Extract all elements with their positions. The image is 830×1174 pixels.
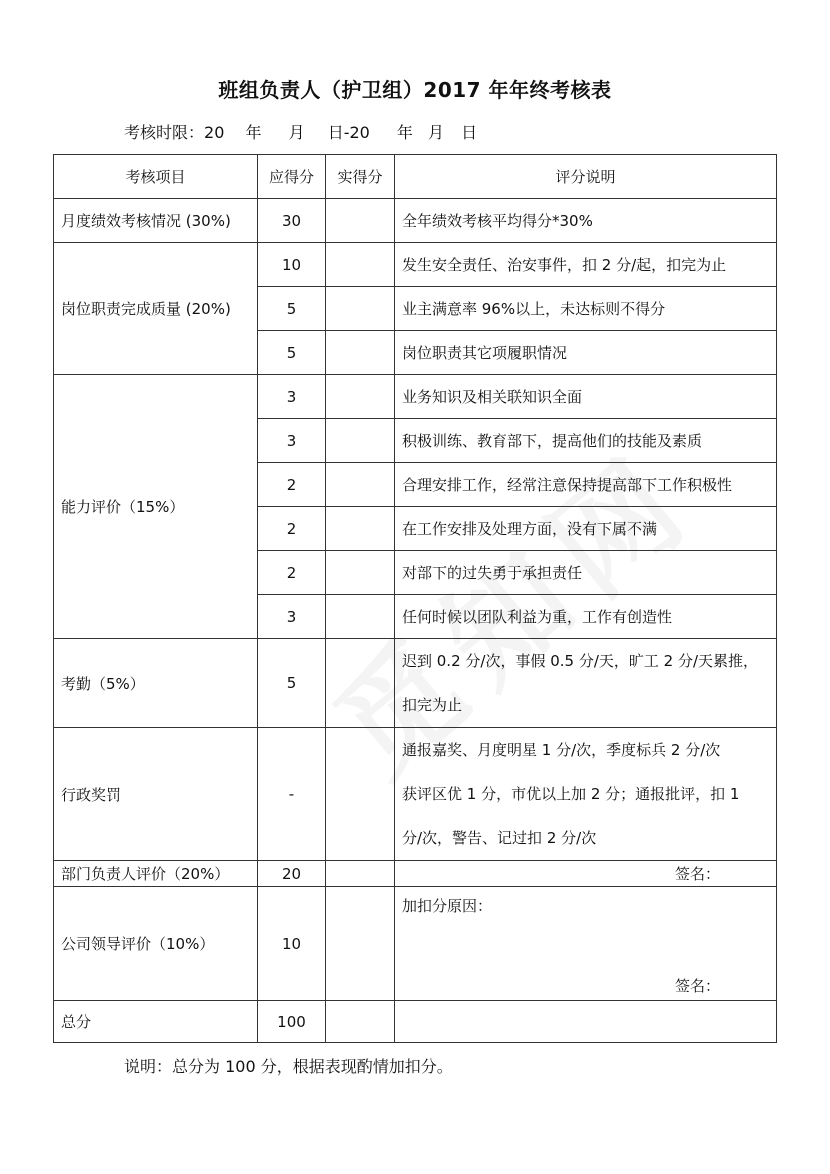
actual-score-cell[interactable]	[326, 199, 395, 243]
actual-score-cell[interactable]	[326, 639, 395, 728]
actual-score-cell[interactable]	[326, 728, 395, 861]
table-header-row	[54, 155, 777, 199]
score-ability-4: 2	[258, 507, 326, 551]
score-ability-1: 3	[258, 375, 326, 419]
score-company: 10	[258, 887, 326, 1001]
actual-score-cell[interactable]	[326, 861, 395, 887]
actual-score-cell[interactable]	[326, 1001, 395, 1043]
desc-ability-4: 在工作安排及处理方面，没有下属不满	[395, 507, 777, 551]
header-desc: 评分说明	[395, 155, 777, 199]
desc-admin-line2: 获评区优 1 分，市优以上加 2 分；通报批评，扣 1	[402, 785, 740, 803]
actual-score-cell[interactable]	[326, 243, 395, 287]
table-row	[54, 728, 777, 861]
item-admin: 行政奖罚	[54, 728, 258, 861]
period-month-char: 月	[288, 123, 305, 142]
actual-score-cell[interactable]	[326, 595, 395, 639]
header-score: 应得分	[258, 155, 326, 199]
item-total: 总分	[54, 1001, 258, 1043]
score-dept-head: 20	[258, 861, 326, 887]
period-end-day-char: 日	[461, 123, 478, 142]
desc-attendance	[395, 639, 777, 728]
score-ability-5: 2	[258, 551, 326, 595]
signature-dept-head[interactable]: 签名：	[395, 861, 777, 887]
item-dept-head: 部门负责人评价（20%）	[54, 861, 258, 887]
desc-admin	[395, 728, 777, 861]
signature-company: 签名：	[674, 977, 720, 995]
header-actual: 实得分	[326, 155, 395, 199]
table-row	[54, 639, 777, 728]
desc-ability-6: 任何时候以团队利益为重，工作有创造性	[395, 595, 777, 639]
desc-admin-line3: 分/次，警告、记过扣 2 分/次	[402, 829, 597, 847]
score-monthly: 30	[258, 199, 326, 243]
reason-label: 加扣分原因：	[402, 897, 493, 915]
table-row	[54, 887, 777, 1001]
score-ability-2: 3	[258, 419, 326, 463]
desc-admin-line1: 通报嘉奖、月度明星 1 分/次，季度标兵 2 分/次	[402, 741, 721, 759]
score-ability-6: 3	[258, 595, 326, 639]
actual-score-cell[interactable]	[326, 463, 395, 507]
desc-duty-2: 业主满意率 96%以上，未达标则不得分	[395, 287, 777, 331]
period-day-dash: 日-20	[327, 123, 370, 142]
table-row	[54, 199, 777, 243]
desc-ability-3: 合理安排工作，经常注意保持提高部下工作积极性	[395, 463, 777, 507]
actual-score-cell[interactable]	[326, 887, 395, 1001]
table-row	[54, 375, 777, 419]
actual-score-cell[interactable]	[326, 551, 395, 595]
desc-total-empty	[395, 1001, 777, 1043]
item-monthly: 月度绩效考核情况 (30%)	[54, 199, 258, 243]
actual-score-cell[interactable]	[326, 287, 395, 331]
score-total: 100	[258, 1001, 326, 1043]
item-duty: 岗位职责完成质量 (20%)	[54, 243, 258, 375]
item-ability: 能力评价（15%）	[54, 375, 258, 639]
period-end-year-char: 年	[396, 123, 413, 142]
assessment-table	[53, 154, 777, 1043]
score-duty-1: 10	[258, 243, 326, 287]
score-attendance: 5	[258, 639, 326, 728]
page-title: 班组负责人（护卫组）2017 年年终考核表	[218, 78, 612, 102]
score-duty-2: 5	[258, 287, 326, 331]
actual-score-cell[interactable]	[326, 375, 395, 419]
actual-score-cell[interactable]	[326, 331, 395, 375]
actual-score-cell[interactable]	[326, 419, 395, 463]
desc-duty-1: 发生安全责任、治安事件，扣 2 分/起，扣完为止	[395, 243, 777, 287]
table-row	[54, 1001, 777, 1043]
score-admin: -	[258, 728, 326, 861]
assessment-period	[124, 120, 477, 143]
desc-attendance-line2: 扣完为止	[402, 696, 463, 714]
period-label: 考核时限：	[124, 123, 205, 142]
desc-ability-5: 对部下的过失勇于承担责任	[395, 551, 777, 595]
desc-ability-2: 积极训练、教育部下，提高他们的技能及素质	[395, 419, 777, 463]
score-ability-3: 2	[258, 463, 326, 507]
table-row	[54, 243, 777, 287]
desc-duty-3: 岗位职责其它项履职情况	[395, 331, 777, 375]
table-row	[54, 861, 777, 887]
actual-score-cell[interactable]	[326, 507, 395, 551]
score-duty-3: 5	[258, 331, 326, 375]
item-company: 公司领导评价（10%）	[54, 887, 258, 1001]
company-comment-cell[interactable]	[395, 887, 777, 1001]
period-start-year: 20	[204, 123, 225, 142]
desc-attendance-line1: 迟到 0.2 分/次，事假 0.5 分/天，旷工 2 分/天累推，	[402, 652, 759, 670]
header-item: 考核项目	[54, 155, 258, 199]
period-year-char: 年	[245, 123, 262, 142]
period-end-month-char: 月	[428, 123, 445, 142]
item-attendance: 考勤（5%）	[54, 639, 258, 728]
desc-ability-1: 业务知识及相关联知识全面	[395, 375, 777, 419]
desc-monthly: 全年绩效考核平均得分*30%	[395, 199, 777, 243]
footer-note: 说明：总分为 100 分，根据表现酌情加扣分。	[124, 1057, 453, 1076]
